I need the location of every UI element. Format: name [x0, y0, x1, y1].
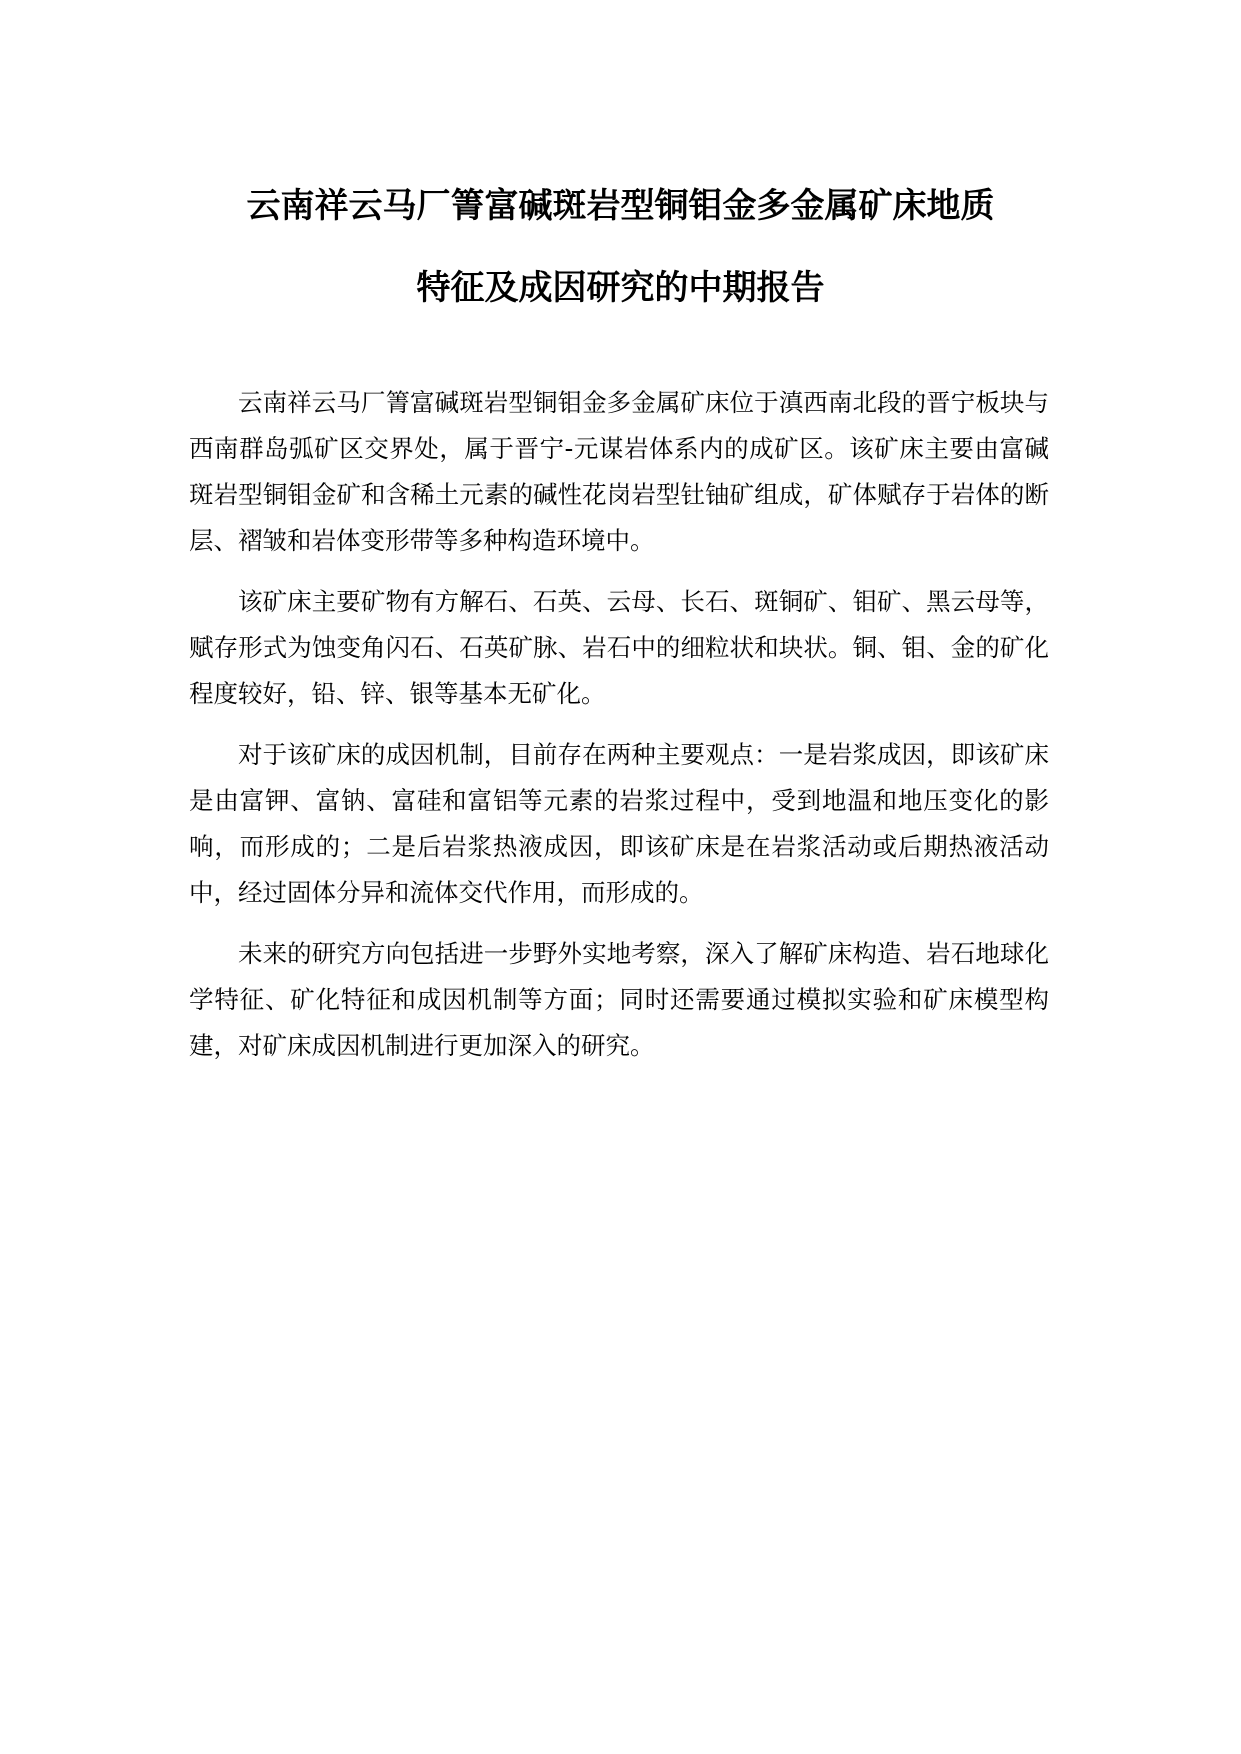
document-title-line-1: 云南祥云马厂箐富碱斑岩型铜钼金多金属矿床地质 [246, 186, 995, 226]
paragraph-minerals: 该矿床主要矿物有方解石、石英、云母、长石、斑铜矿、钼矿、黑云母等，赋存形式为蚀变角闪石、石英矿脉、岩石中的细粒状和块状。铜、钼、金的矿化程度较好，铅、锌、银等基本无矿化。 [189, 587, 1049, 708]
paragraph-genesis: 对于该矿床的成因机制，目前存在两种主要观点：一是岩浆成因，即该矿床是由富钾、富钠、富硅和富铝等元素的岩浆过程中，受到地温和地压变化的影响，而形成的；二是后岩浆热液成因，即该矿床是在岩浆活动或后期热液活动中，经过固体分异和流体交代作用，而形成的。 [189, 740, 1049, 907]
paragraph-future-research: 未来的研究方向包括进一步野外实地考察，深入了解矿床构造、岩石地球化学特征、矿化特征和成因机制等方面；同时还需要通过模拟实验和矿床模型构建，对矿床成因机制进行更加深入的研究。 [189, 939, 1049, 1060]
document-body [189, 380, 1049, 1084]
paragraph-location: 云南祥云马厂箐富碱斑岩型铜钼金多金属矿床位于滇西南北段的晋宁板块与西南群岛弧矿区交界处，属于晋宁-元谋岩体系内的成矿区。该矿床主要由富碱斑岩型铜钼金矿和含稀土元素的碱性花岗岩型钍铀矿组成，矿体赋存于岩体的断层、褶皱和岩体变形带等多种构造环境中。 [189, 388, 1049, 555]
document-title-line-2: 特征及成因研究的中期报告 [416, 268, 825, 308]
